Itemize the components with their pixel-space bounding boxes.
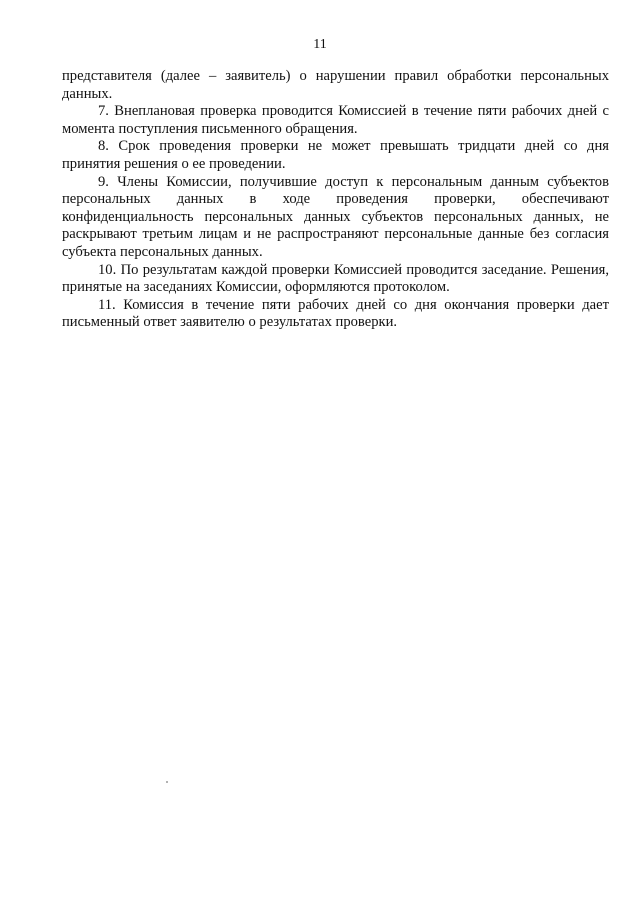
page-number: 11 — [313, 37, 327, 52]
paragraph-7: 7. Внеплановая проверка проводится Комиссией в течение пяти рабочих дней с момента поступления письменного обращения. — [62, 103, 609, 137]
document-body — [62, 68, 609, 332]
paragraph-continuation: представителя (далее – заявитель) о нарушении правил обработки персональных данных. — [62, 68, 609, 102]
paragraph-11: 11. Комиссия в течение пяти рабочих дней со дня окончания проверки дает письменный ответ заявителю о результатах проверки. — [62, 296, 609, 331]
paragraph-8: 8. Срок проведения проверки не может превышать тридцати дней со дня принятия решения о ее проведении. — [62, 138, 609, 172]
scan-speck — [166, 781, 168, 783]
paragraph-9: 9. Члены Комиссии, получившие доступ к персональным данным субъектов персональных данных в ходе проведения проверки, обеспечивают конфиденциальность персональных данных субъектов персональных данных, не раскрывают третьим лицам и не распространяют персональные данные без согласия субъекта персональных данных. — [62, 173, 609, 260]
paragraph-10: 10. По результатам каждой проверки Комиссией проводится заседание. Решения, принятые на заседаниях Комиссии, оформляются протоколом. — [62, 261, 609, 296]
